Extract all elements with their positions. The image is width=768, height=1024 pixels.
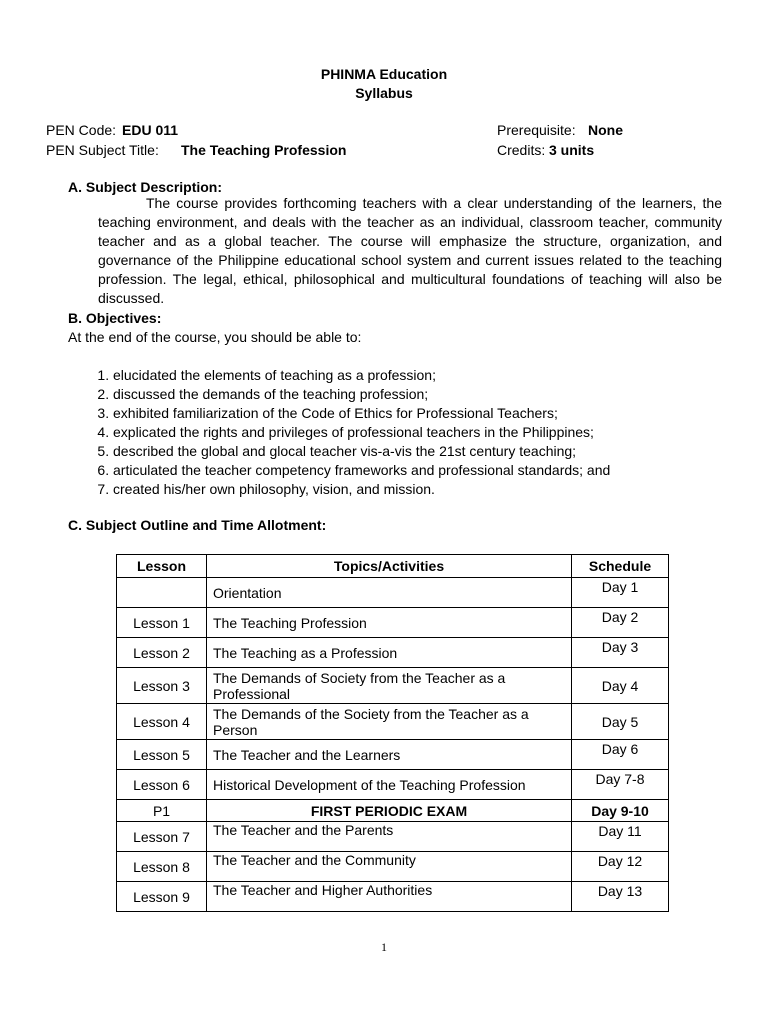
schedule-cell: Day 7-8 xyxy=(572,770,669,800)
lesson-cell xyxy=(117,578,207,608)
topic-cell: The Demands of the Society from the Teacher as a Person xyxy=(207,704,572,740)
doc-type-title: Syllabus xyxy=(355,85,413,101)
topic-cell: The Teacher and the Community xyxy=(207,852,572,882)
pen-code-value: EDU 011 xyxy=(122,122,179,138)
topic-cell: Historical Development of the Teaching Profession xyxy=(207,770,572,800)
table-row xyxy=(117,668,669,704)
topic-cell: The Teacher and the Learners xyxy=(207,740,572,770)
schedule-cell: Day 11 xyxy=(572,822,669,852)
subject-title-label: PEN Subject Title: xyxy=(46,142,159,158)
schedule-cell: Day 2 xyxy=(572,608,669,638)
subject-title-value: The Teaching Profession xyxy=(181,142,347,158)
table-header-row xyxy=(117,555,669,578)
objective-item: 6. articulated the teacher competency frameworks and professional standards; and xyxy=(113,461,610,480)
table-row xyxy=(117,578,669,608)
prerequisite-value: None xyxy=(588,122,623,138)
table-row xyxy=(117,608,669,638)
lesson-cell: Lesson 1 xyxy=(117,608,207,638)
lesson-cell: P1 xyxy=(117,800,207,822)
schedule-cell: Day 9-10 xyxy=(572,800,669,822)
objectives-intro: At the end of the course, you should be able to: xyxy=(68,329,362,345)
org-title: PHINMA Education xyxy=(320,66,448,82)
column-header-schedule: Schedule xyxy=(572,555,669,578)
credits-label: Credits: xyxy=(497,142,546,158)
subject-description-text: The course provides forthcoming teachers with a clear understanding of the learners, the teaching environment, and deals with the teacher as an individual, classroom teacher, community teacher and as a global teacher. The course will emphasize the structure, organization, and governance of the Philippine educational school system and current issues related to the teaching profession. The legal, ethical, philosophical and multicultural foundations of teaching will also be discussed. xyxy=(98,195,722,306)
topic-cell: Orientation xyxy=(207,578,572,608)
topic-cell: The Teacher and the Parents xyxy=(207,822,572,852)
table-row xyxy=(117,704,669,740)
table-row xyxy=(117,740,669,770)
schedule-cell: Day 6 xyxy=(572,740,669,770)
objective-item: 7. created his/her own philosophy, vision, and mission. xyxy=(113,480,610,499)
table-row-exam xyxy=(117,800,669,822)
schedule-cell: Day 12 xyxy=(572,852,669,882)
section-c-heading: C. Subject Outline and Time Allotment: xyxy=(68,517,327,533)
lesson-cell: Lesson 7 xyxy=(117,822,207,852)
schedule-cell: Day 5 xyxy=(572,704,669,740)
table-row xyxy=(117,882,669,912)
credits-value: 3 units xyxy=(549,142,595,158)
objective-item: 1. elucidated the elements of teaching as a profession; xyxy=(113,366,610,385)
schedule-cell: Day 1 xyxy=(572,578,669,608)
lesson-cell: Lesson 8 xyxy=(117,852,207,882)
objective-item: 4. explicated the rights and privileges of professional teachers in the Philippines; xyxy=(113,423,610,442)
pen-code-label: PEN Code: xyxy=(46,122,117,138)
lesson-cell: Lesson 2 xyxy=(117,638,207,668)
table-row xyxy=(117,638,669,668)
column-header-lesson: Lesson xyxy=(117,555,207,578)
page-number: 1 xyxy=(381,940,387,954)
column-header-topics: Topics/Activities xyxy=(207,555,572,578)
lesson-cell: Lesson 9 xyxy=(117,882,207,912)
objective-item: 3. exhibited familiarization of the Code of Ethics for Professional Teachers; xyxy=(113,404,610,423)
objective-item: 5. described the global and glocal teacher vis-a-vis the 21st century teaching; xyxy=(113,442,610,461)
schedule-cell: Day 13 xyxy=(572,882,669,912)
objectives-list xyxy=(74,366,610,499)
table-row xyxy=(117,770,669,800)
table-row xyxy=(117,822,669,852)
topic-cell: The Demands of Society from the Teacher as a Professional xyxy=(207,668,572,704)
schedule-cell: Day 4 xyxy=(572,668,669,704)
lesson-cell: Lesson 3 xyxy=(117,668,207,704)
prerequisite-label: Prerequisite: xyxy=(497,122,576,138)
topic-cell: The Teacher and Higher Authorities xyxy=(207,882,572,912)
topic-cell: FIRST PERIODIC EXAM xyxy=(207,800,572,822)
outline-table xyxy=(116,554,669,912)
section-a-heading: A. Subject Description: xyxy=(68,179,223,195)
lesson-cell: Lesson 5 xyxy=(117,740,207,770)
table-row xyxy=(117,852,669,882)
topic-cell: The Teaching as a Profession xyxy=(207,638,572,668)
lesson-cell: Lesson 4 xyxy=(117,704,207,740)
schedule-cell: Day 3 xyxy=(572,638,669,668)
lesson-cell: Lesson 6 xyxy=(117,770,207,800)
topic-cell: The Teaching Profession xyxy=(207,608,572,638)
objective-item: 2. discussed the demands of the teaching profession; xyxy=(113,385,610,404)
subject-description xyxy=(98,194,722,308)
section-b-heading: B. Objectives: xyxy=(68,310,162,326)
